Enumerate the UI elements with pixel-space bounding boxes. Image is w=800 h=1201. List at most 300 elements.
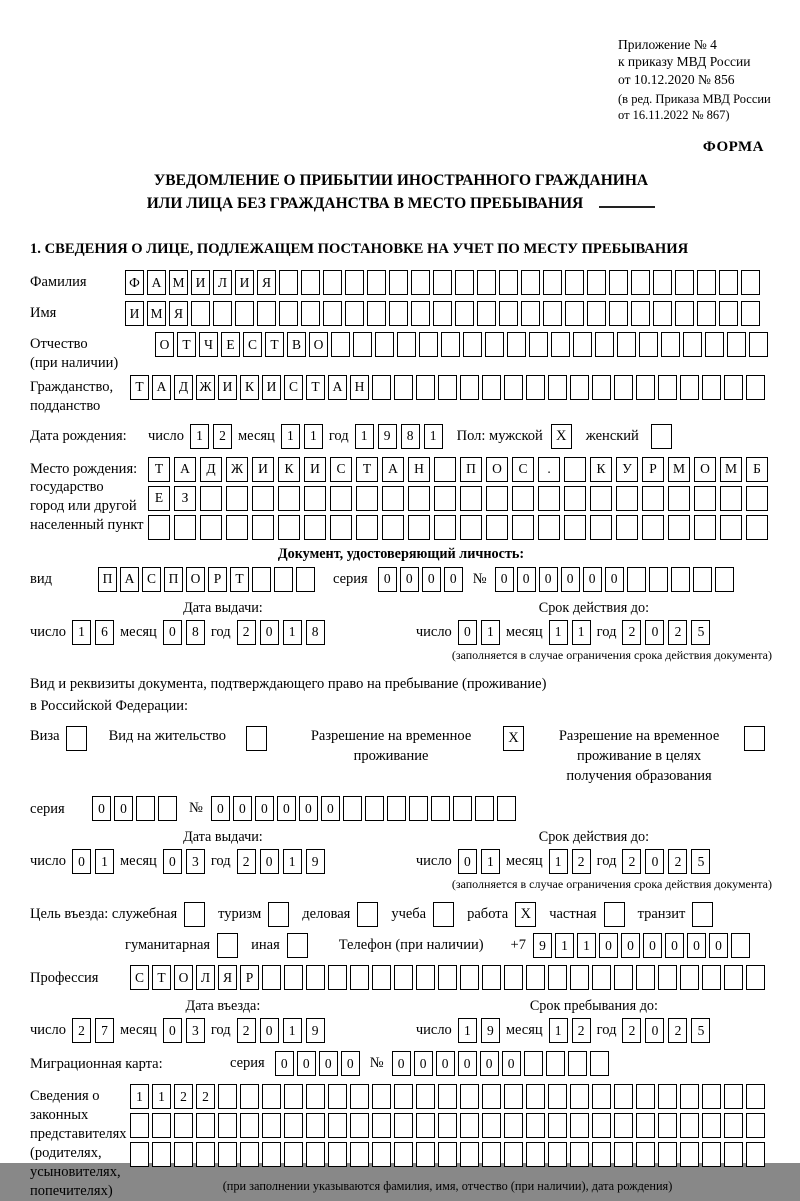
form-cell[interactable] — [649, 567, 668, 592]
form-cell[interactable]: Ж — [196, 375, 215, 400]
form-cell[interactable]: 9 — [481, 1018, 500, 1043]
form-cell[interactable]: К — [590, 457, 612, 482]
form-cell[interactable] — [595, 332, 614, 357]
form-cell[interactable] — [741, 270, 760, 295]
form-cell[interactable] — [330, 515, 352, 540]
form-cell[interactable] — [226, 515, 248, 540]
form-cell[interactable]: 2 — [572, 1018, 591, 1043]
form-cell[interactable] — [731, 933, 750, 958]
form-cell[interactable] — [616, 486, 638, 511]
form-cell[interactable]: 9 — [306, 1018, 325, 1043]
form-cell[interactable] — [592, 375, 611, 400]
form-cell[interactable] — [477, 270, 496, 295]
form-cell[interactable] — [434, 486, 456, 511]
form-cell[interactable]: 0 — [643, 933, 662, 958]
form-cell[interactable] — [394, 375, 413, 400]
form-cell[interactable]: 0 — [378, 567, 397, 592]
form-cell[interactable]: И — [218, 375, 237, 400]
form-cell[interactable]: 0 — [645, 620, 664, 645]
form-cell[interactable]: 0 — [260, 620, 279, 645]
form-cell[interactable] — [627, 567, 646, 592]
form-cell[interactable] — [365, 796, 384, 821]
form-cell[interactable] — [453, 796, 472, 821]
form-cell[interactable] — [463, 332, 482, 357]
form-cell[interactable] — [702, 1142, 721, 1167]
form-cell[interactable] — [590, 486, 612, 511]
form-cell[interactable] — [512, 515, 534, 540]
form-cell[interactable] — [148, 515, 170, 540]
form-cell[interactable] — [504, 375, 523, 400]
form-cell[interactable]: 0 — [319, 1051, 338, 1076]
form-cell[interactable]: 0 — [211, 796, 230, 821]
form-cell[interactable] — [394, 965, 413, 990]
form-cell[interactable]: 0 — [297, 1051, 316, 1076]
form-cell[interactable] — [702, 375, 721, 400]
form-cell[interactable] — [746, 1113, 765, 1138]
form-cell[interactable]: 0 — [414, 1051, 433, 1076]
form-cell[interactable] — [367, 270, 386, 295]
form-cell[interactable] — [284, 965, 303, 990]
form-cell[interactable]: С — [243, 332, 262, 357]
form-cell[interactable]: 2 — [668, 620, 687, 645]
form-cell[interactable] — [372, 1142, 391, 1167]
form-cell[interactable]: 5 — [691, 849, 710, 874]
form-cell[interactable]: Р — [208, 567, 227, 592]
form-cell[interactable]: 0 — [458, 849, 477, 874]
form-cell[interactable] — [548, 965, 567, 990]
form-cell[interactable] — [372, 1113, 391, 1138]
form-cell[interactable]: А — [328, 375, 347, 400]
form-cell[interactable]: 0 — [392, 1051, 411, 1076]
form-cell[interactable]: 9 — [533, 933, 552, 958]
form-cell[interactable] — [350, 965, 369, 990]
form-cell[interactable] — [683, 332, 702, 357]
form-cell[interactable] — [200, 486, 222, 511]
form-cell[interactable] — [724, 965, 743, 990]
form-cell[interactable] — [158, 796, 177, 821]
form-cell[interactable]: 1 — [458, 1018, 477, 1043]
form-cell[interactable]: 2 — [72, 1018, 91, 1043]
form-cell[interactable]: 1 — [481, 849, 500, 874]
purpose-private-checkbox[interactable] — [604, 902, 625, 927]
form-cell[interactable] — [218, 1084, 237, 1109]
form-cell[interactable] — [240, 1084, 259, 1109]
form-cell[interactable] — [675, 301, 694, 326]
purpose-humanitarian-checkbox[interactable] — [217, 933, 238, 958]
form-cell[interactable] — [438, 1113, 457, 1138]
form-cell[interactable] — [416, 1142, 435, 1167]
form-cell[interactable]: У — [616, 457, 638, 482]
form-cell[interactable] — [191, 301, 210, 326]
form-cell[interactable] — [482, 1113, 501, 1138]
form-cell[interactable]: 5 — [691, 1018, 710, 1043]
form-cell[interactable]: 0 — [645, 849, 664, 874]
form-cell[interactable]: 1 — [130, 1084, 149, 1109]
form-cell[interactable]: 0 — [233, 796, 252, 821]
form-cell[interactable] — [382, 515, 404, 540]
form-cell[interactable] — [460, 1084, 479, 1109]
form-cell[interactable] — [590, 1051, 609, 1076]
form-cell[interactable] — [130, 1113, 149, 1138]
form-cell[interactable] — [636, 1142, 655, 1167]
form-cell[interactable] — [431, 796, 450, 821]
form-cell[interactable] — [279, 301, 298, 326]
form-cell[interactable] — [389, 301, 408, 326]
form-cell[interactable]: 1 — [281, 424, 300, 449]
form-cell[interactable] — [631, 301, 650, 326]
form-cell[interactable] — [330, 486, 352, 511]
form-cell[interactable] — [482, 1084, 501, 1109]
form-cell[interactable] — [570, 1084, 589, 1109]
form-cell[interactable]: Л — [213, 270, 232, 295]
form-cell[interactable]: П — [460, 457, 482, 482]
form-cell[interactable]: 0 — [260, 1018, 279, 1043]
form-cell[interactable]: 2 — [174, 1084, 193, 1109]
form-cell[interactable] — [411, 270, 430, 295]
form-cell[interactable] — [257, 301, 276, 326]
form-cell[interactable] — [565, 270, 584, 295]
form-cell[interactable]: 0 — [495, 567, 514, 592]
form-cell[interactable]: М — [668, 457, 690, 482]
form-cell[interactable]: . — [538, 457, 560, 482]
form-cell[interactable]: П — [164, 567, 183, 592]
form-cell[interactable] — [306, 1084, 325, 1109]
form-cell[interactable] — [262, 1113, 281, 1138]
form-cell[interactable]: 0 — [255, 796, 274, 821]
form-cell[interactable]: Т — [356, 457, 378, 482]
form-cell[interactable]: П — [98, 567, 117, 592]
form-cell[interactable] — [438, 375, 457, 400]
form-cell[interactable]: 1 — [577, 933, 596, 958]
form-cell[interactable] — [668, 515, 690, 540]
form-cell[interactable]: К — [278, 457, 300, 482]
form-cell[interactable] — [284, 1084, 303, 1109]
form-cell[interactable] — [411, 301, 430, 326]
form-cell[interactable] — [702, 1084, 721, 1109]
form-cell[interactable]: Д — [200, 457, 222, 482]
form-cell[interactable] — [331, 332, 350, 357]
visa-checkbox[interactable] — [66, 726, 87, 751]
form-cell[interactable] — [564, 515, 586, 540]
form-cell[interactable] — [697, 301, 716, 326]
form-cell[interactable]: А — [152, 375, 171, 400]
form-cell[interactable] — [262, 1142, 281, 1167]
form-cell[interactable] — [568, 1051, 587, 1076]
form-cell[interactable]: А — [382, 457, 404, 482]
form-cell[interactable] — [455, 270, 474, 295]
form-cell[interactable]: 0 — [92, 796, 111, 821]
form-cell[interactable] — [720, 515, 742, 540]
form-cell[interactable] — [304, 486, 326, 511]
form-cell[interactable]: 0 — [709, 933, 728, 958]
form-cell[interactable] — [438, 1084, 457, 1109]
form-cell[interactable] — [438, 965, 457, 990]
form-cell[interactable] — [636, 1113, 655, 1138]
form-cell[interactable] — [372, 1084, 391, 1109]
form-cell[interactable]: Р — [642, 457, 664, 482]
form-cell[interactable] — [548, 1084, 567, 1109]
form-cell[interactable] — [196, 1113, 215, 1138]
form-cell[interactable] — [564, 457, 586, 482]
form-cell[interactable]: 0 — [561, 567, 580, 592]
form-cell[interactable]: О — [155, 332, 174, 357]
form-cell[interactable]: Н — [350, 375, 369, 400]
form-cell[interactable]: В — [287, 332, 306, 357]
form-cell[interactable]: 8 — [186, 620, 205, 645]
form-cell[interactable] — [680, 1084, 699, 1109]
form-cell[interactable] — [642, 515, 664, 540]
form-cell[interactable]: О — [174, 965, 193, 990]
form-cell[interactable] — [697, 270, 716, 295]
form-cell[interactable] — [693, 567, 712, 592]
form-cell[interactable] — [278, 515, 300, 540]
form-cell[interactable] — [727, 332, 746, 357]
form-cell[interactable] — [524, 1051, 543, 1076]
form-cell[interactable]: 1 — [72, 620, 91, 645]
form-cell[interactable] — [306, 1142, 325, 1167]
form-cell[interactable] — [482, 375, 501, 400]
form-cell[interactable] — [397, 332, 416, 357]
form-cell[interactable]: М — [169, 270, 188, 295]
form-cell[interactable]: С — [512, 457, 534, 482]
form-cell[interactable] — [631, 270, 650, 295]
form-cell[interactable] — [548, 375, 567, 400]
form-cell[interactable] — [694, 515, 716, 540]
form-cell[interactable] — [434, 515, 456, 540]
form-cell[interactable] — [350, 1113, 369, 1138]
form-cell[interactable] — [345, 270, 364, 295]
form-cell[interactable]: Д — [174, 375, 193, 400]
purpose-other-checkbox[interactable] — [287, 933, 308, 958]
form-cell[interactable] — [152, 1113, 171, 1138]
form-cell[interactable] — [719, 270, 738, 295]
form-cell[interactable] — [702, 965, 721, 990]
form-cell[interactable]: 1 — [549, 849, 568, 874]
form-cell[interactable]: 9 — [378, 424, 397, 449]
form-cell[interactable]: 0 — [517, 567, 536, 592]
form-cell[interactable] — [394, 1142, 413, 1167]
form-cell[interactable] — [658, 965, 677, 990]
form-cell[interactable]: 0 — [114, 796, 133, 821]
form-cell[interactable] — [441, 332, 460, 357]
form-cell[interactable]: О — [186, 567, 205, 592]
form-cell[interactable] — [416, 965, 435, 990]
form-cell[interactable]: Б — [746, 457, 768, 482]
form-cell[interactable] — [521, 301, 540, 326]
form-cell[interactable] — [174, 515, 196, 540]
form-cell[interactable] — [252, 515, 274, 540]
form-cell[interactable] — [680, 1142, 699, 1167]
form-cell[interactable] — [636, 965, 655, 990]
form-cell[interactable]: Т — [230, 567, 249, 592]
form-cell[interactable]: 2 — [237, 620, 256, 645]
form-cell[interactable]: Р — [240, 965, 259, 990]
form-cell[interactable] — [328, 965, 347, 990]
form-cell[interactable]: 1 — [549, 1018, 568, 1043]
form-cell[interactable] — [174, 1113, 193, 1138]
form-cell[interactable] — [592, 1084, 611, 1109]
form-cell[interactable] — [592, 965, 611, 990]
form-cell[interactable]: Н — [408, 457, 430, 482]
form-cell[interactable]: 0 — [458, 620, 477, 645]
form-cell[interactable] — [521, 270, 540, 295]
form-cell[interactable]: С — [284, 375, 303, 400]
form-cell[interactable] — [636, 1084, 655, 1109]
sex-male-checkbox[interactable]: X — [551, 424, 572, 449]
form-cell[interactable]: 5 — [691, 620, 710, 645]
form-cell[interactable] — [724, 375, 743, 400]
form-cell[interactable] — [460, 1113, 479, 1138]
form-cell[interactable] — [564, 486, 586, 511]
form-cell[interactable] — [296, 567, 315, 592]
form-cell[interactable] — [235, 301, 254, 326]
form-cell[interactable]: О — [309, 332, 328, 357]
temp-permit-checkbox[interactable]: X — [503, 726, 524, 751]
form-cell[interactable] — [746, 1084, 765, 1109]
form-cell[interactable] — [570, 375, 589, 400]
form-cell[interactable]: Я — [169, 301, 188, 326]
form-cell[interactable] — [482, 965, 501, 990]
form-cell[interactable] — [614, 1113, 633, 1138]
form-cell[interactable]: 1 — [190, 424, 209, 449]
form-cell[interactable]: 0 — [163, 1018, 182, 1043]
form-cell[interactable]: 2 — [622, 849, 641, 874]
form-cell[interactable] — [543, 270, 562, 295]
form-cell[interactable]: И — [262, 375, 281, 400]
form-cell[interactable] — [499, 270, 518, 295]
form-cell[interactable] — [433, 270, 452, 295]
form-cell[interactable] — [499, 301, 518, 326]
form-cell[interactable] — [130, 1142, 149, 1167]
form-cell[interactable] — [671, 567, 690, 592]
form-cell[interactable] — [746, 515, 768, 540]
form-cell[interactable] — [475, 796, 494, 821]
purpose-study-checkbox[interactable] — [433, 902, 454, 927]
form-cell[interactable]: 2 — [237, 849, 256, 874]
form-cell[interactable] — [543, 301, 562, 326]
purpose-official-checkbox[interactable] — [184, 902, 205, 927]
form-cell[interactable]: М — [147, 301, 166, 326]
form-cell[interactable] — [460, 965, 479, 990]
form-cell[interactable] — [497, 796, 516, 821]
form-cell[interactable]: Ж — [226, 457, 248, 482]
form-cell[interactable] — [394, 1113, 413, 1138]
form-cell[interactable] — [548, 1142, 567, 1167]
form-cell[interactable]: З — [174, 486, 196, 511]
form-cell[interactable]: Ф — [125, 270, 144, 295]
form-cell[interactable] — [136, 796, 155, 821]
form-cell[interactable] — [680, 1113, 699, 1138]
form-cell[interactable]: С — [142, 567, 161, 592]
form-cell[interactable] — [658, 1142, 677, 1167]
form-cell[interactable]: 1 — [424, 424, 443, 449]
form-cell[interactable] — [394, 1084, 413, 1109]
form-cell[interactable]: 0 — [444, 567, 463, 592]
form-cell[interactable] — [609, 301, 628, 326]
form-cell[interactable] — [408, 515, 430, 540]
form-cell[interactable]: Т — [265, 332, 284, 357]
form-cell[interactable]: Я — [218, 965, 237, 990]
purpose-work-checkbox[interactable]: X — [515, 902, 536, 927]
form-cell[interactable] — [504, 965, 523, 990]
sex-female-checkbox[interactable] — [651, 424, 672, 449]
form-cell[interactable] — [546, 1051, 565, 1076]
form-cell[interactable] — [408, 486, 430, 511]
form-cell[interactable] — [590, 515, 612, 540]
form-cell[interactable] — [614, 1084, 633, 1109]
form-cell[interactable] — [455, 301, 474, 326]
form-cell[interactable] — [658, 1084, 677, 1109]
form-cell[interactable] — [675, 270, 694, 295]
form-cell[interactable] — [504, 1084, 523, 1109]
form-cell[interactable]: И — [191, 270, 210, 295]
purpose-business-checkbox[interactable] — [357, 902, 378, 927]
form-cell[interactable]: 9 — [306, 849, 325, 874]
form-cell[interactable] — [694, 486, 716, 511]
form-cell[interactable] — [668, 486, 690, 511]
form-cell[interactable]: Е — [148, 486, 170, 511]
form-cell[interactable]: 2 — [213, 424, 232, 449]
form-cell[interactable] — [409, 796, 428, 821]
form-cell[interactable] — [724, 1142, 743, 1167]
form-cell[interactable]: 2 — [622, 1018, 641, 1043]
form-cell[interactable] — [741, 301, 760, 326]
form-cell[interactable]: 0 — [400, 567, 419, 592]
form-cell[interactable] — [680, 965, 699, 990]
form-cell[interactable]: И — [252, 457, 274, 482]
form-cell[interactable]: 0 — [502, 1051, 521, 1076]
form-cell[interactable]: Т — [177, 332, 196, 357]
form-cell[interactable]: 1 — [555, 933, 574, 958]
form-cell[interactable] — [345, 301, 364, 326]
form-cell[interactable] — [661, 332, 680, 357]
form-cell[interactable] — [609, 270, 628, 295]
form-cell[interactable] — [416, 1113, 435, 1138]
form-cell[interactable] — [614, 1142, 633, 1167]
form-cell[interactable] — [328, 1142, 347, 1167]
form-cell[interactable]: 2 — [237, 1018, 256, 1043]
form-cell[interactable] — [438, 1142, 457, 1167]
form-cell[interactable]: 0 — [599, 933, 618, 958]
form-cell[interactable] — [350, 1084, 369, 1109]
form-cell[interactable] — [328, 1084, 347, 1109]
form-cell[interactable] — [252, 486, 274, 511]
form-cell[interactable]: О — [694, 457, 716, 482]
form-cell[interactable] — [526, 1142, 545, 1167]
form-cell[interactable]: 0 — [687, 933, 706, 958]
form-cell[interactable] — [353, 332, 372, 357]
form-cell[interactable]: Е — [221, 332, 240, 357]
form-cell[interactable] — [343, 796, 362, 821]
form-cell[interactable] — [705, 332, 724, 357]
form-cell[interactable] — [460, 375, 479, 400]
form-cell[interactable]: Т — [152, 965, 171, 990]
form-cell[interactable] — [416, 375, 435, 400]
form-cell[interactable] — [719, 301, 738, 326]
form-cell[interactable] — [460, 486, 482, 511]
form-cell[interactable] — [526, 375, 545, 400]
form-cell[interactable]: 1 — [283, 620, 302, 645]
form-cell[interactable] — [565, 301, 584, 326]
form-cell[interactable] — [356, 515, 378, 540]
form-cell[interactable]: А — [120, 567, 139, 592]
form-cell[interactable]: М — [720, 457, 742, 482]
form-cell[interactable] — [433, 301, 452, 326]
form-cell[interactable] — [746, 1142, 765, 1167]
form-cell[interactable] — [323, 301, 342, 326]
form-cell[interactable]: 0 — [277, 796, 296, 821]
form-cell[interactable]: Т — [130, 375, 149, 400]
